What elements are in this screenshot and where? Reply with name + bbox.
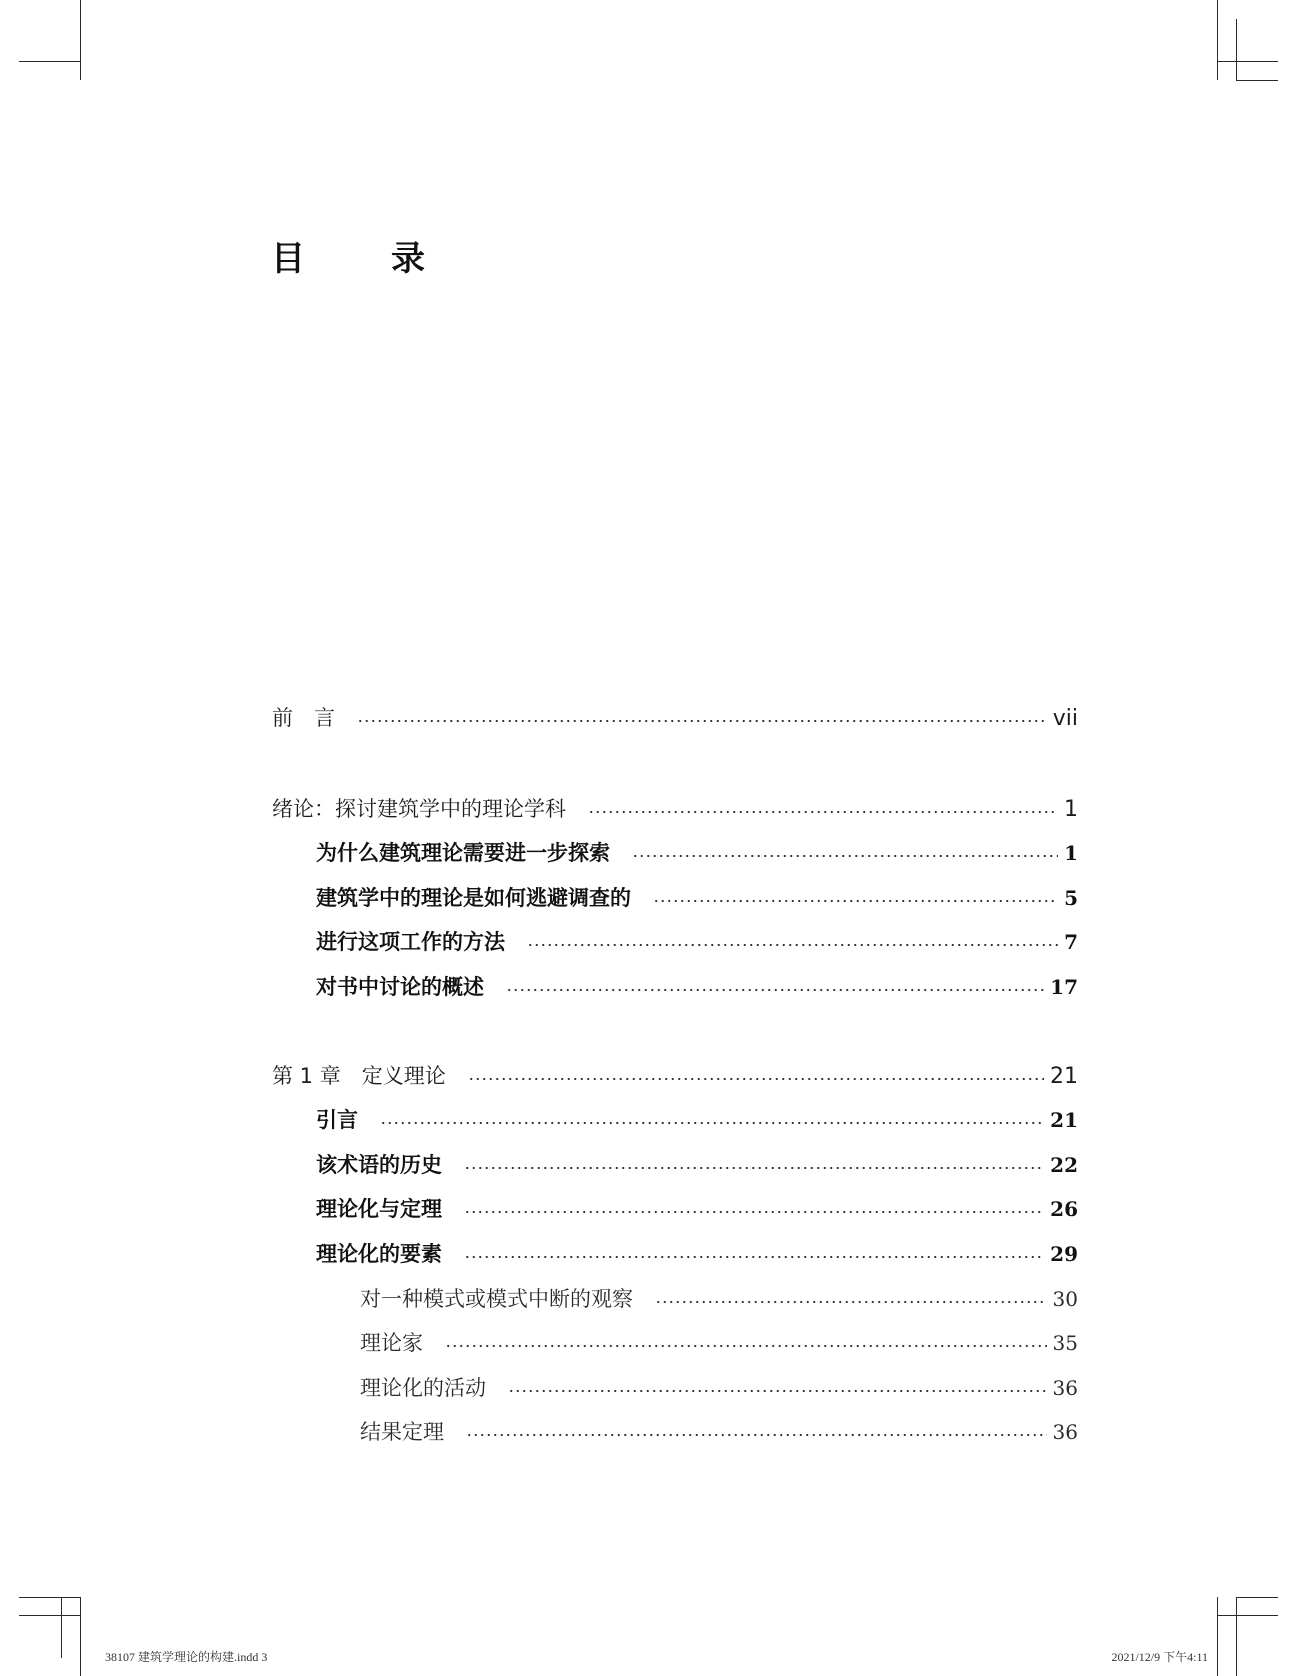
toc-entry-preface[interactable] (272, 696, 1078, 741)
crop-mark-top-right-inner-horizontal (1236, 80, 1278, 81)
toc-entry-section[interactable] (272, 965, 1078, 1010)
toc-entry-page: 29 (1050, 1241, 1078, 1266)
toc-entry-label: 绪论：探讨建筑学中的理论学科 (272, 796, 566, 821)
toc-entry-label: 第 1 章 定义理论 (272, 1063, 446, 1088)
crop-mark-top-right-vertical (1217, 0, 1218, 80)
toc-leader-dots (506, 988, 1044, 992)
crop-mark-bottom-right-inner-vertical (1236, 1597, 1237, 1676)
toc-entry-section[interactable] (272, 920, 1078, 965)
toc-entry-section[interactable] (272, 1098, 1078, 1143)
toc-leader-dots (508, 1389, 1047, 1393)
toc-entry-label: 结果定理 (360, 1420, 444, 1445)
toc-entry-label: 理论化的活动 (360, 1375, 486, 1400)
crop-mark-top-left-horizontal (19, 61, 80, 62)
toc-leader-dots (445, 1344, 1047, 1348)
toc-leader-dots (380, 1121, 1044, 1125)
toc-leader-dots (464, 1210, 1044, 1214)
toc-leader-dots (588, 810, 1058, 814)
crop-mark-bottom-right-vertical (1217, 1597, 1218, 1676)
crop-mark-top-right-horizontal (1217, 61, 1278, 62)
toc-entry-section[interactable] (272, 1143, 1078, 1188)
toc-entry-label: 对书中讨论的概述 (316, 973, 484, 999)
toc-entry-label: 进行这项工作的方法 (316, 929, 505, 955)
crop-mark-bottom-right-horizontal (1217, 1615, 1278, 1616)
toc-entry-page: 26 (1050, 1197, 1078, 1222)
toc-entry-page: 7 (1064, 930, 1078, 955)
toc-leader-dots (464, 1166, 1044, 1170)
toc-entry-label: 理论化与定理 (316, 1196, 442, 1222)
toc-leader-dots (357, 719, 1047, 723)
crop-mark-bottom-left-inner-vertical (61, 1597, 62, 1658)
toc-entry-page: 22 (1050, 1152, 1078, 1177)
toc-entry-page: 36 (1052, 1375, 1078, 1400)
toc-entry-page: 30 (1052, 1286, 1078, 1311)
toc-leader-dots (464, 1255, 1044, 1259)
toc-entry-label: 理论化的要素 (316, 1240, 442, 1266)
toc-entry-page: 35 (1052, 1331, 1078, 1356)
toc-entry-section[interactable] (272, 876, 1078, 921)
toc-entry-label: 建筑学中的理论是如何逃避调查的 (316, 884, 631, 910)
toc-entry-label: 为什么建筑理论需要进一步探索 (316, 840, 610, 866)
toc-entry-page: 21 (1050, 1063, 1078, 1089)
toc-entry-page: 36 (1052, 1420, 1078, 1445)
toc-leader-dots (653, 899, 1058, 903)
toc-entry-label: 对一种模式或模式中断的观察 (360, 1286, 633, 1311)
toc-entry-intro[interactable] (272, 787, 1078, 832)
toc-entry-subsection[interactable] (272, 1410, 1078, 1455)
print-slug-file-info: 38107 建筑学理论的构建.indd 3 (105, 1650, 268, 1664)
crop-mark-top-left-vertical (80, 0, 81, 80)
toc-entry-label: 前 言 (272, 706, 335, 730)
toc-entry-section[interactable] (272, 1187, 1078, 1232)
toc-entry-label: 理论家 (360, 1331, 423, 1356)
toc-entry-section[interactable] (272, 1232, 1078, 1277)
toc-entry-page: vii (1052, 706, 1078, 731)
toc-entry-page: 5 (1064, 885, 1078, 910)
toc-entry-page: 21 (1050, 1108, 1078, 1133)
table-of-contents (272, 696, 1078, 1455)
toc-entry-subsection[interactable] (272, 1366, 1078, 1411)
toc-leader-dots (468, 1077, 1044, 1081)
toc-leader-dots (466, 1433, 1047, 1437)
print-slug-timestamp: 2021/12/9 下午4:11 (1111, 1650, 1208, 1664)
crop-mark-bottom-left-horizontal (19, 1615, 80, 1616)
crop-mark-bottom-left-vertical (80, 1597, 81, 1676)
toc-leader-dots (632, 854, 1058, 858)
toc-leader-dots (527, 943, 1058, 947)
toc-entry-page: 17 (1050, 974, 1078, 999)
toc-entry-label: 该术语的历史 (316, 1151, 442, 1177)
toc-entry-subsection[interactable] (272, 1321, 1078, 1366)
crop-mark-top-right-inner-vertical (1236, 19, 1237, 80)
crop-mark-bottom-left-inner-horizontal (19, 1597, 80, 1598)
page-title: 目 录 (271, 239, 451, 279)
toc-entry-page: 1 (1064, 841, 1078, 866)
toc-entry-subsection[interactable] (272, 1277, 1078, 1322)
toc-leader-dots (655, 1300, 1047, 1304)
toc-entry-label: 引言 (316, 1107, 358, 1133)
toc-entry-section[interactable] (272, 831, 1078, 876)
crop-mark-bottom-right-inner-horizontal (1236, 1597, 1278, 1598)
toc-entry-page: 1 (1064, 796, 1078, 822)
toc-entry-chapter-1[interactable] (272, 1054, 1078, 1099)
